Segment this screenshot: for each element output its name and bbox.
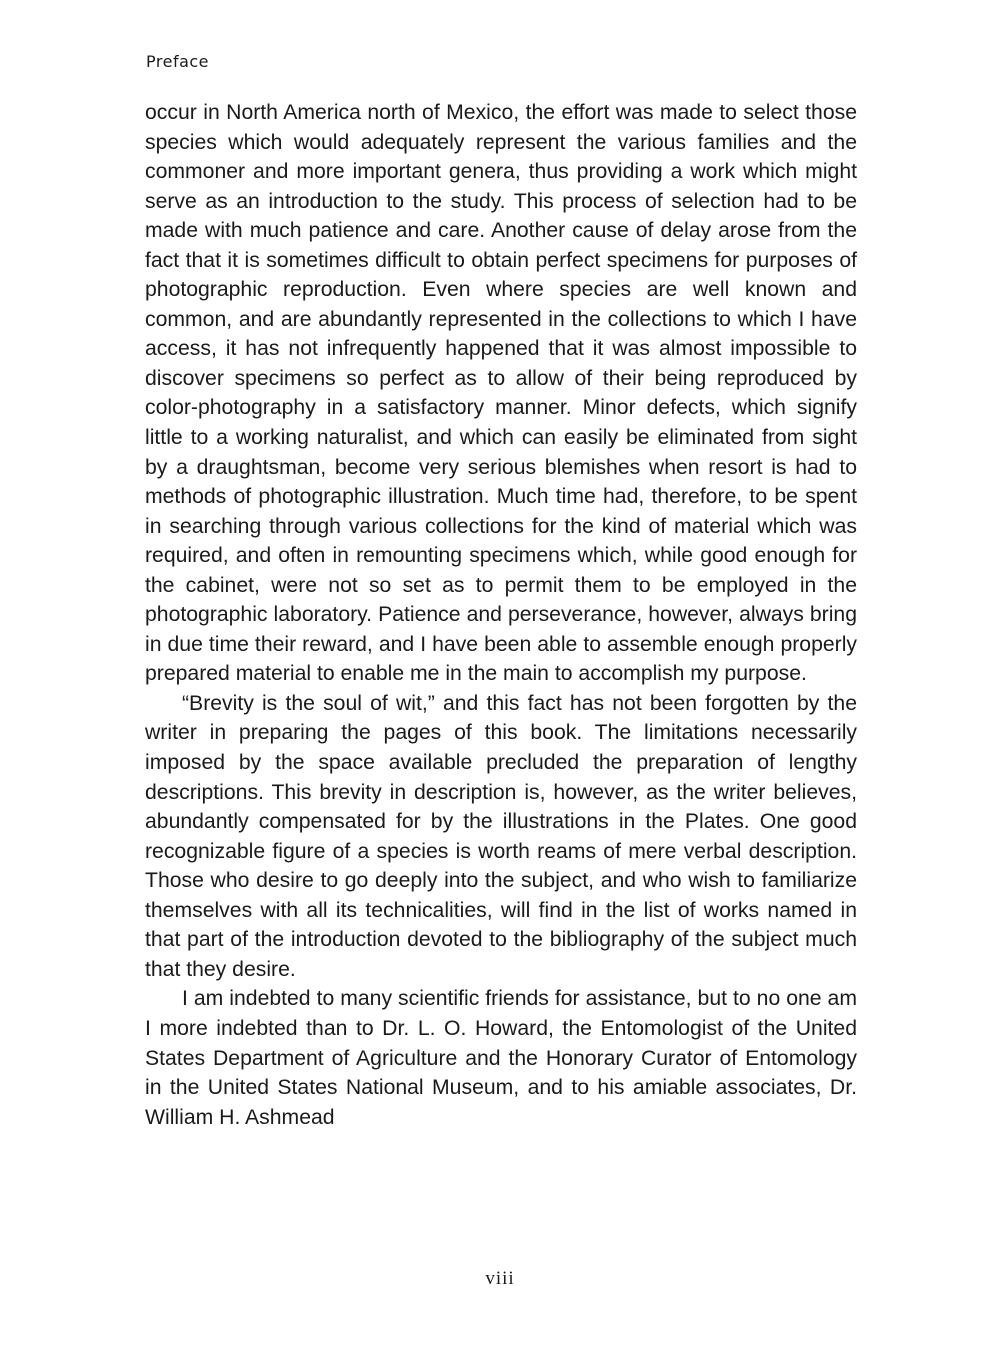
- paragraph-continuation: occur in North America north of Mexico, the effort was made to select those species which would adequately represent the various families and the commoner and more important genera, thus providing a work which might serve as an introduction to the study. This process of selection had to be made with much patience and care. Another cause of delay arose from the fact that it is sometimes difficult to obtain perfect specimens for purposes of photographic reproduction. Even where species are well known and common, and are abundantly represented in the collections to which I have access, it has not infrequently happened that it was almost impossible to discover specimens so perfect as to allow of their being reproduced by color-photography in a satisfactory manner. Minor defects, which signify little to a working naturalist, and which can easily be eliminated from sight by a draughtsman, become very serious blemishes when resort is had to methods of photographic illustration. Much time had, therefore, to be spent in searching through various collections for the kind of material which was required, and often in remounting specimens which, while good enough for the cabinet, were not so set as to permit them to be employed in the photographic laboratory. Patience and perseverance, however, always bring in due time their reward, and I have been able to assemble enough properly prepared material to enable me in the main to accomplish my purpose.: [145, 101, 857, 686]
- body-text: [145, 98, 857, 1132]
- page-number: viii: [485, 1268, 515, 1289]
- paragraph-acknowledgements: I am indebted to many scientific friends for assistance, but to no one am I more indebted than to Dr. L. O. Howard, the Entomologist of the United States Department of Agriculture and the Honorary Curator of Entomology in the United States National Museum, and to his amiable associates, Dr. William H. Ashmead: [145, 987, 857, 1129]
- paragraph-brevity: “Brevity is the soul of wit,” and this fact has not been forgotten by the writer in preparing the pages of this book. The limitations necessarily imposed by the space available precluded the preparation of lengthy descriptions. This brevity in description is, however, as the writer believes, abundantly compensated for by the illustrations in the Plates. One good recognizable figure of a species is worth reams of mere verbal description. Those who desire to go deeply into the subject, and who wish to familiarize themselves with all its technicalities, will find in the list of works named in that part of the introduction devoted to the bibliography of the subject much that they desire.: [145, 691, 857, 981]
- running-head-title: Preface: [146, 52, 210, 71]
